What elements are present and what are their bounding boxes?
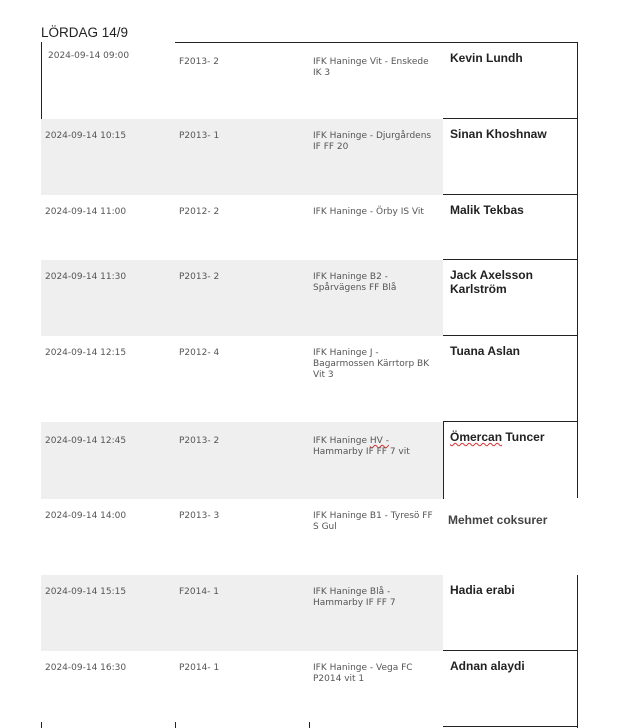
name-cell — [443, 119, 578, 195]
team-cell — [175, 499, 308, 575]
name-text: Tuana Aslan — [450, 344, 521, 358]
datetime-text: 2024-09-14 12:15 — [45, 348, 127, 358]
table-row — [41, 651, 578, 727]
date-cell — [41, 575, 175, 651]
column-separator-line — [175, 722, 176, 728]
match-text: IFK Haninge - Vega FC P2014 vit 1 — [313, 663, 413, 684]
spellcheck-underlined-text: HV - — [369, 436, 389, 446]
name-text: Kevin Lundh — [450, 51, 523, 65]
team-cell — [175, 336, 308, 422]
team-cell — [175, 260, 308, 336]
date-cell — [41, 651, 175, 727]
datetime-text: 2024-09-14 14:00 — [45, 511, 127, 521]
column-separator-line — [41, 722, 42, 728]
border-left-line — [41, 42, 42, 119]
team-text: F2013- 2 — [179, 57, 219, 67]
team-text: P2013- 1 — [179, 131, 220, 141]
table-row — [41, 575, 578, 651]
column-separator-line — [309, 722, 310, 728]
name-cell — [443, 422, 578, 499]
name-cell — [443, 336, 578, 422]
row-separator-line — [443, 259, 578, 260]
name-text: Sinan Khoshnaw — [450, 127, 547, 141]
border-right-line — [577, 575, 578, 728]
name-text — [450, 430, 575, 444]
match-text: IFK Haninge B1 - Tyresö FF S Gul — [313, 511, 433, 532]
match-cell — [308, 43, 443, 119]
match-text: IFK Haninge Vit - Enskede IK 3 — [313, 57, 429, 78]
team-text: P2012- 2 — [179, 207, 220, 217]
match-text: IFK Haninge B2 - Spårvägens FF Blå — [313, 272, 397, 293]
date-cell — [41, 260, 175, 336]
datetime-text: 2024-09-14 11:00 — [45, 207, 127, 217]
team-text: P2013- 2 — [179, 272, 220, 282]
team-text: P2014- 1 — [179, 663, 220, 673]
date-cell — [41, 195, 175, 260]
border-right-line — [577, 42, 578, 498]
team-cell — [175, 575, 308, 651]
name-cell — [443, 260, 578, 336]
team-text: P2013- 2 — [179, 436, 220, 446]
match-text-part: Hammarby IF FF 7 vit — [313, 447, 410, 457]
spellcheck-underlined-text: Ömercan — [450, 430, 503, 444]
team-cell — [175, 119, 308, 195]
name-text: Jack Axelsson Karlström — [450, 268, 533, 296]
name-text: Malik Tekbas — [450, 203, 524, 217]
match-text: IFK Haninge - Örby IS Vit — [313, 207, 424, 217]
name-cell — [443, 499, 578, 575]
row-separator-line — [443, 421, 578, 422]
row-separator-line — [443, 118, 578, 119]
datetime-text: 2024-09-14 09:00 — [48, 51, 130, 61]
name-text-part: Tuncer — [502, 430, 545, 444]
date-cell — [41, 119, 175, 195]
datetime-text: 2024-09-14 16:30 — [45, 663, 127, 673]
datetime-text: 2024-09-14 10:15 — [45, 131, 127, 141]
name-cell — [443, 651, 578, 727]
row-separator-line — [443, 335, 578, 336]
team-cell — [175, 195, 308, 260]
name-cell — [443, 575, 578, 651]
match-text — [313, 436, 439, 458]
match-text: IFK Haninge J - Bagarmossen Kärrtorp BK Vit 3 — [313, 348, 430, 380]
match-cell — [308, 260, 443, 336]
match-cell — [308, 651, 443, 727]
date-cell — [41, 499, 175, 575]
datetime-text: 2024-09-14 11:30 — [45, 272, 127, 282]
match-text: IFK Haninge - Djurgårdens IF FF 20 — [313, 131, 432, 152]
match-cell — [308, 575, 443, 651]
team-cell — [175, 651, 308, 727]
team-text: P2012- 4 — [179, 348, 220, 358]
column-separator-line — [443, 422, 444, 499]
match-text: IFK Haninge Blå - Hammarby IF FF 7 — [313, 587, 396, 608]
date-cell — [41, 43, 175, 119]
page-title: LÖRDAG 14/9 — [41, 25, 129, 40]
match-cell — [308, 499, 443, 575]
table-row — [41, 43, 578, 119]
date-cell — [41, 422, 175, 499]
team-cell — [175, 43, 308, 119]
row-separator-line — [443, 194, 578, 195]
datetime-text: 2024-09-14 15:15 — [45, 587, 127, 597]
row-separator-line — [443, 650, 578, 651]
date-cell — [41, 336, 175, 422]
name-cell — [443, 43, 578, 119]
match-cell — [308, 195, 443, 260]
border-top-line — [175, 42, 578, 43]
team-text: F2014- 1 — [179, 587, 219, 597]
name-text: Hadia erabi — [450, 583, 515, 597]
team-text: P2013- 3 — [179, 511, 220, 521]
match-cell — [308, 336, 443, 422]
table-row — [41, 119, 578, 195]
row-separator-line — [443, 726, 578, 727]
match-cell — [308, 119, 443, 195]
datetime-text: 2024-09-14 12:45 — [45, 436, 127, 446]
match-cell — [308, 422, 443, 499]
table-row — [41, 336, 578, 422]
name-text: Adnan alaydi — [450, 659, 525, 673]
table-row — [41, 499, 578, 575]
name-text: Mehmet coksurer — [448, 513, 548, 527]
match-text-part: IFK Haninge — [313, 436, 370, 446]
team-cell — [175, 422, 308, 499]
table-row — [41, 195, 578, 260]
table-row — [41, 260, 578, 336]
table-row — [41, 422, 578, 499]
name-cell — [443, 195, 578, 260]
